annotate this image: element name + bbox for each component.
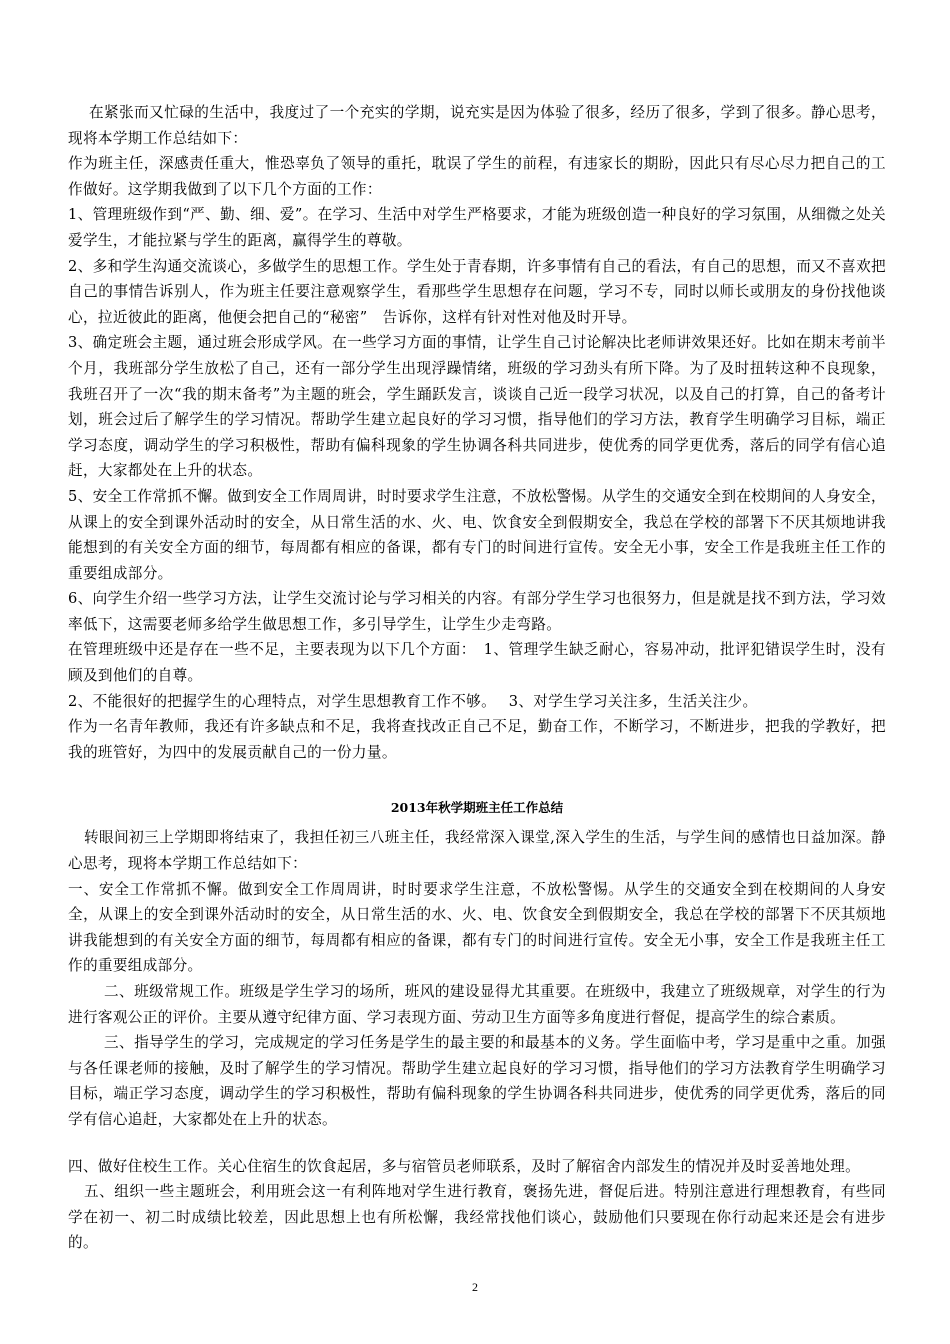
section-paragraph: 二、班级常规工作。班级是学生学习的场所，班风的建设显得尤其重要。在班级中，我建立了班级规章，对学生的行为进行客观公正的评价。主要从遵守纪律方面、学习表现方面、劳动卫生方面等多角度进行督促，提高学生的综合素质。: [68, 983, 886, 1026]
document-body: [68, 100, 886, 1256]
body-paragraph: 5、安全工作常抓不懈。做到安全工作周周讲，时时要求学生注意，不放松警惕。从学生的交通安全到在校期间的人身安全，从课上的安全到课外活动时的安全，从日常生活的水、火、电、饮食安全到假期安全，我总在学校的部署下不厌其烦地讲我能想到的有关安全方面的细节，每周都有相应的备课，都有专门的时间进行宣传。安全无小事，安全工作是我班主任工作的重要组成部分。: [68, 487, 886, 582]
section-paragraph: 四、做好住校生工作。关心住宿生的饮食起居，多与宿管员老师联系，及时了解宿舍内部发生的情况并及时妥善地处理。: [68, 1157, 861, 1175]
section-title: 2013年秋学期班主任工作总结: [390, 800, 564, 816]
blank-line: [68, 1133, 886, 1154]
section-paragraph: 一、安全工作常抓不懈。做到安全工作周周讲，时时要求学生注意，不放松警惕。从学生的交通安全到在校期间的人身安全，从课上的安全到课外活动时的安全，从日常生活的水、火、电、饮食安全到假期安全，我总在学校的部署下不厌其烦地讲我能想到的有关安全方面的细节，每周都有相应的备课，都有专门的时间进行宣传。安全无小事，安全工作是我班主任工作的重要组成部分。: [68, 880, 886, 975]
section-paragraph: 三、指导学生的学习，完成规定的学习任务是学生的最主要的和最基本的义务。学生面临中考，学习是重中之重。加强与各任课老师的接触，及时了解学生的学习情况。帮助学生建立起良好的学习习惯，指导他们的学习方法教育学生明确学习目标，端正学习态度，调动学生的学习积极性，帮助有偏科现象的学生协调各科共同进步，使优秀的同学更优秀，落后的同学有信心追赶，大家都处在上升的状态。: [68, 1034, 886, 1128]
body-paragraph: 3、确定班会主题，通过班会形成学风。在一些学习方面的事情，让学生自己讨论解决比老师讲效果还好。比如在期末考前半个月，我班部分学生放松了自己，还有一部分学生出现浮躁情绪，班级的学习劲头有所下降。为了及时扭转这种不良现象，我班召开了一次“我的期末备考”为主题的班会，学生踊跃发言，谈谈自己近一段学习状况，以及自己的打算，自己的备考计划，班会过后了解学生的学习情况。帮助学生建立起良好的学习习惯，指导他们的学习方法，教育学生明确学习目标，端正学习态度，调动学生的学习积极性，帮助有偏科现象的学生协调各科共同进步，使优秀的同学更优秀，落后的同学有信心追赶，大家都处在上升的状态。: [68, 334, 886, 480]
body-paragraph: 6、向学生介绍一些学习方法，让学生交流讨论与学习相关的内容。有部分学生学习也很努力，但是就是找不到方法，学习效率低下，这需要老师多给学生做思想工作，多引导学生，让学生少走弯路。: [68, 590, 886, 633]
body-paragraph: 在管理班级中还是存在一些不足，主要表现为以下几个方面： 1、管理学生缺乏耐心，容易冲动，批评犯错误学生时，没有顾及到他们的自尊。: [68, 641, 886, 685]
section-paragraph: 五、组织一些主题班会，利用班会这一有利阵地对学生进行教育，褒扬先进，督促后进。特别注意进行理想教育，有些同学在初一、初二时成绩比较差，因此思想上也有所松懈，我经常找他们谈心，鼓励他们只要现在你行动起来还是会有进步的。: [68, 1183, 886, 1252]
body-paragraph: 1、管理班级作到“严、勤、细、爱”。在学习、生活中对学生严格要求，才能为班级创造一种良好的学习氛围，从细微之处关爱学生，才能拉紧与学生的距离，赢得学生的尊敬。: [68, 206, 886, 249]
intro-paragraph: 在紧张而又忙碌的生活中，我度过了一个充实的学期，说充实是因为体验了很多，经历了很多，学到了很多。静心思考，现将本学期工作总结如下：: [68, 104, 886, 147]
closing-paragraph: 作为一名青年教师，我还有许多缺点和不足，我将查找改正自己不足，勤奋工作，不断学习，不断进步，把我的学教好，把我的班管好，为四中的发展贡献自己的一份力量。: [68, 718, 886, 761]
body-paragraph: 2、多和学生沟通交流谈心，多做学生的思想工作。学生处于青春期，许多事情有自己的看法，有自己的思想，而又不喜欢把自己的事情告诉别人，作为班主任要注意观察学生，看那些学生思想存在问题，学习不专，同时以师长或朋友的身份找他谈心，拉近彼此的距离，他便会把自己的“秘密” 告诉你，这样有针对性对他及时开导。: [68, 257, 886, 326]
section-intro-paragraph: 转眼间初三上学期即将结束了，我担任初三八班主任，我经常深入课堂,深入学生的生活，与学生间的感情也日益加深。静心思考，现将本学期工作总结如下：: [68, 829, 886, 873]
body-paragraph: 2、不能很好的把握学生的心理特点，对学生思想教育工作不够。 3、对学生学习关注多，生活关注少。: [68, 692, 758, 710]
page-number: 2: [472, 1280, 478, 1294]
body-paragraph: 作为班主任，深感责任重大，惟恐辜负了领导的重托，耽误了学生的前程，有违家长的期盼，因此只有尽心尽力把自己的工作做好。这学期我做到了以下几个方面的工作：: [68, 155, 886, 198]
